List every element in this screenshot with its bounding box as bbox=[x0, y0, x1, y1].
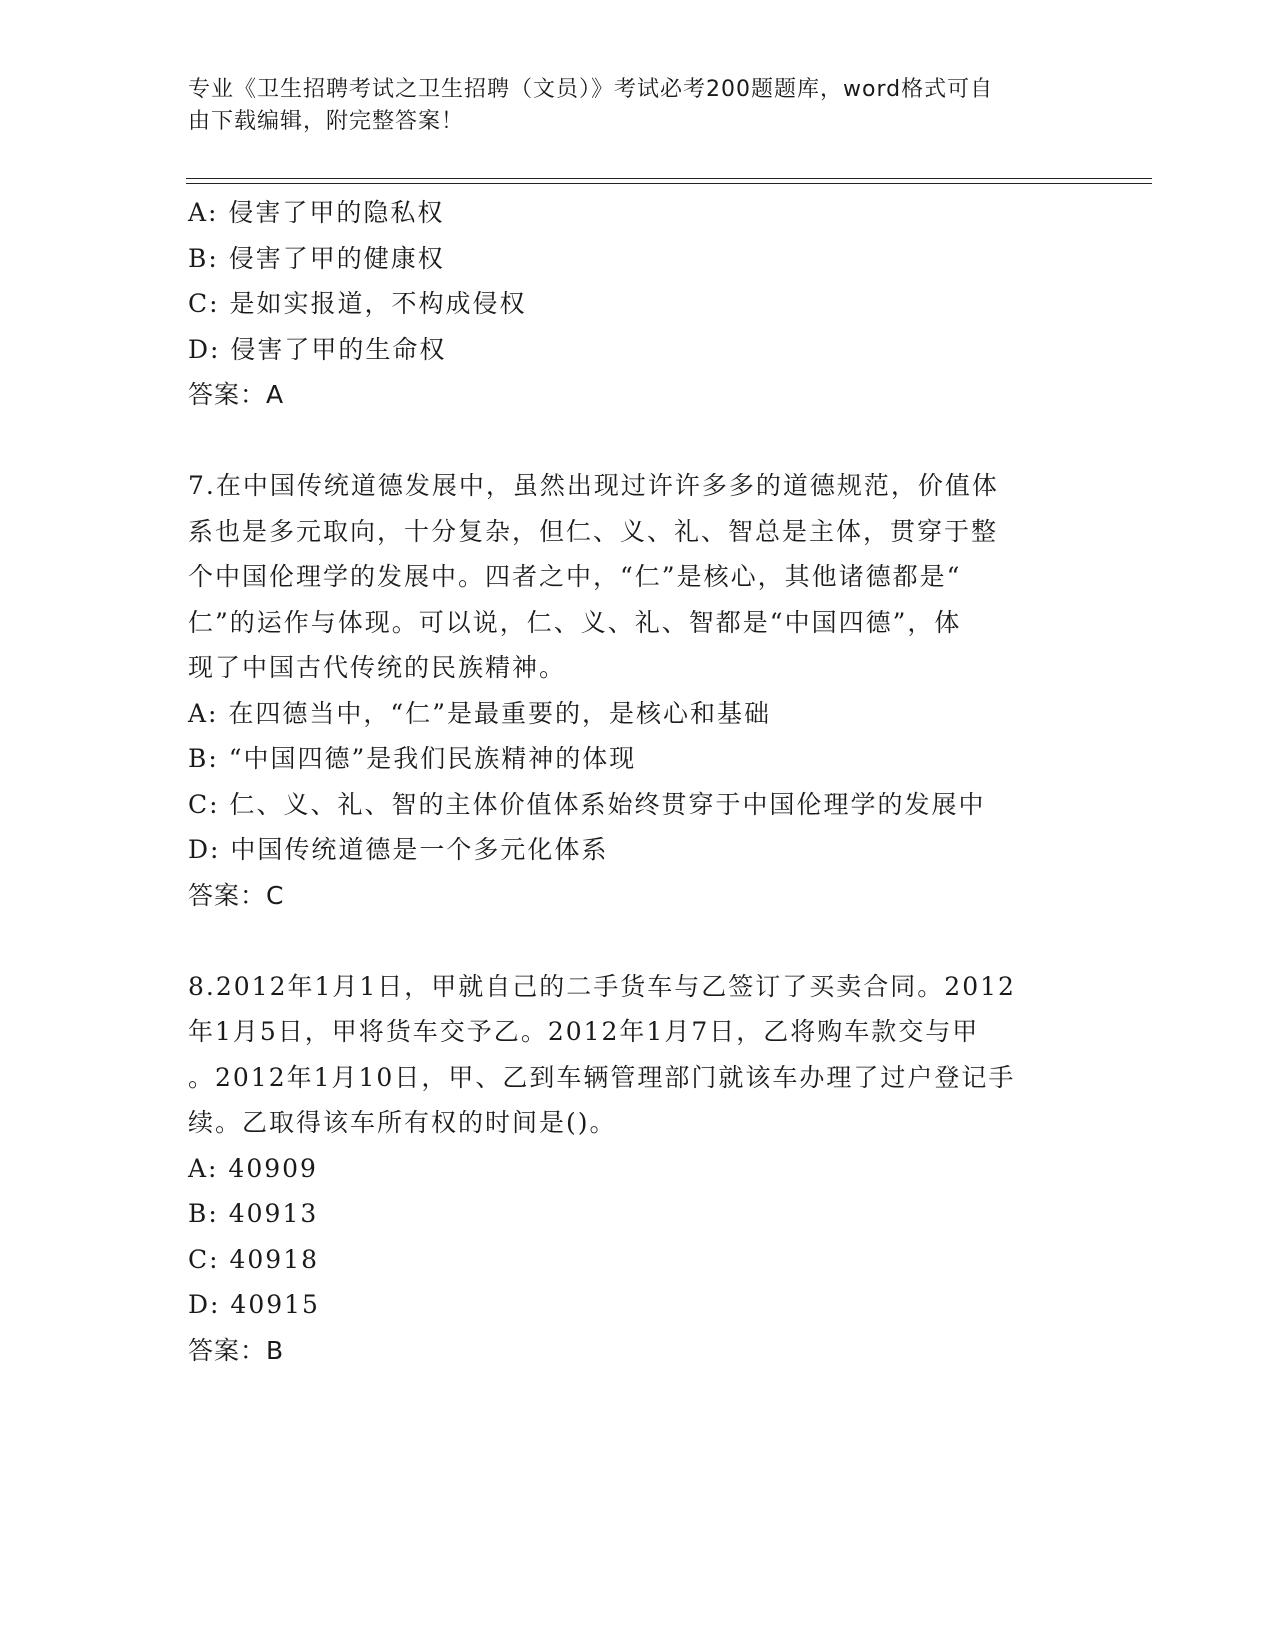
document-header bbox=[188, 74, 1078, 138]
question-stem-line: 现了中国古代传统的民族精神。 bbox=[188, 653, 567, 682]
question-stem-line: 7.在中国传统道德发展中，虽然出现过许许多多的道德规范，价值体 bbox=[188, 471, 999, 500]
question-8 bbox=[188, 964, 1088, 1374]
header-line-1: 专业《卫生招聘考试之卫生招聘（文员）》考试必考200题题库，word格式可自 bbox=[188, 77, 994, 102]
question-stem-line: 年1月5日，甲将货车交予乙。2012年1月7日，乙将购车款交与甲 bbox=[188, 1017, 980, 1046]
header-line-2: 由下载编辑，附完整答案！ bbox=[188, 109, 465, 134]
question-stem-line: 续。乙取得该车所有权的时间是()。 bbox=[188, 1108, 617, 1137]
answer-line: 答案：C bbox=[188, 880, 285, 910]
answer-line: 答案：B bbox=[188, 1335, 285, 1365]
option-c: C: 40918 bbox=[188, 1244, 320, 1274]
spacer bbox=[188, 918, 1088, 964]
option-b: B: “中国四德”是我们民族精神的体现 bbox=[188, 744, 637, 773]
option-c: C: 仁、义、礼、智的主体价值体系始终贯穿于中国伦理学的发展中 bbox=[188, 789, 986, 819]
question-stem-line: 。2012年1月10日，甲、乙到车辆管理部门就该车办理了过户登记手 bbox=[188, 1062, 1016, 1092]
question-7 bbox=[188, 463, 1088, 918]
question-stem-line: 仁”的运作与体现。可以说，仁、义、礼、智都是“中国四德”，体 bbox=[188, 607, 962, 637]
document-body bbox=[188, 190, 1088, 1373]
header-divider-top bbox=[186, 178, 1152, 179]
option-d: D: 中国传统道德是一个多元化体系 bbox=[188, 835, 609, 864]
spacer bbox=[188, 418, 1088, 464]
answer-line: 答案：A bbox=[188, 380, 285, 409]
question-stem-line: 8.2012年1月1日，甲就自己的二手货车与乙签订了买卖合同。2012 bbox=[188, 971, 1016, 1001]
option-b: B: 40913 bbox=[188, 1199, 319, 1228]
option-d: D: 40915 bbox=[188, 1290, 320, 1319]
option-d: D: 侵害了甲的生命权 bbox=[188, 334, 447, 364]
question-6 bbox=[188, 190, 1088, 418]
option-a: A: 40909 bbox=[188, 1153, 318, 1183]
header-divider-bottom bbox=[186, 183, 1152, 184]
question-stem-line: 系也是多元取向，十分复杂，但仁、义、礼、智总是主体，贯穿于整 bbox=[188, 516, 999, 546]
option-b: B: 侵害了甲的健康权 bbox=[188, 243, 445, 273]
question-stem-line: 个中国伦理学的发展中。四者之中，“仁”是核心，其他诸德都是“ bbox=[188, 562, 962, 591]
option-a: A: 侵害了甲的隐私权 bbox=[188, 198, 445, 227]
option-c: C: 是如实报道，不构成侵权 bbox=[188, 289, 527, 318]
option-a: A: 在四德当中，“仁”是最重要的，是核心和基础 bbox=[188, 698, 771, 728]
